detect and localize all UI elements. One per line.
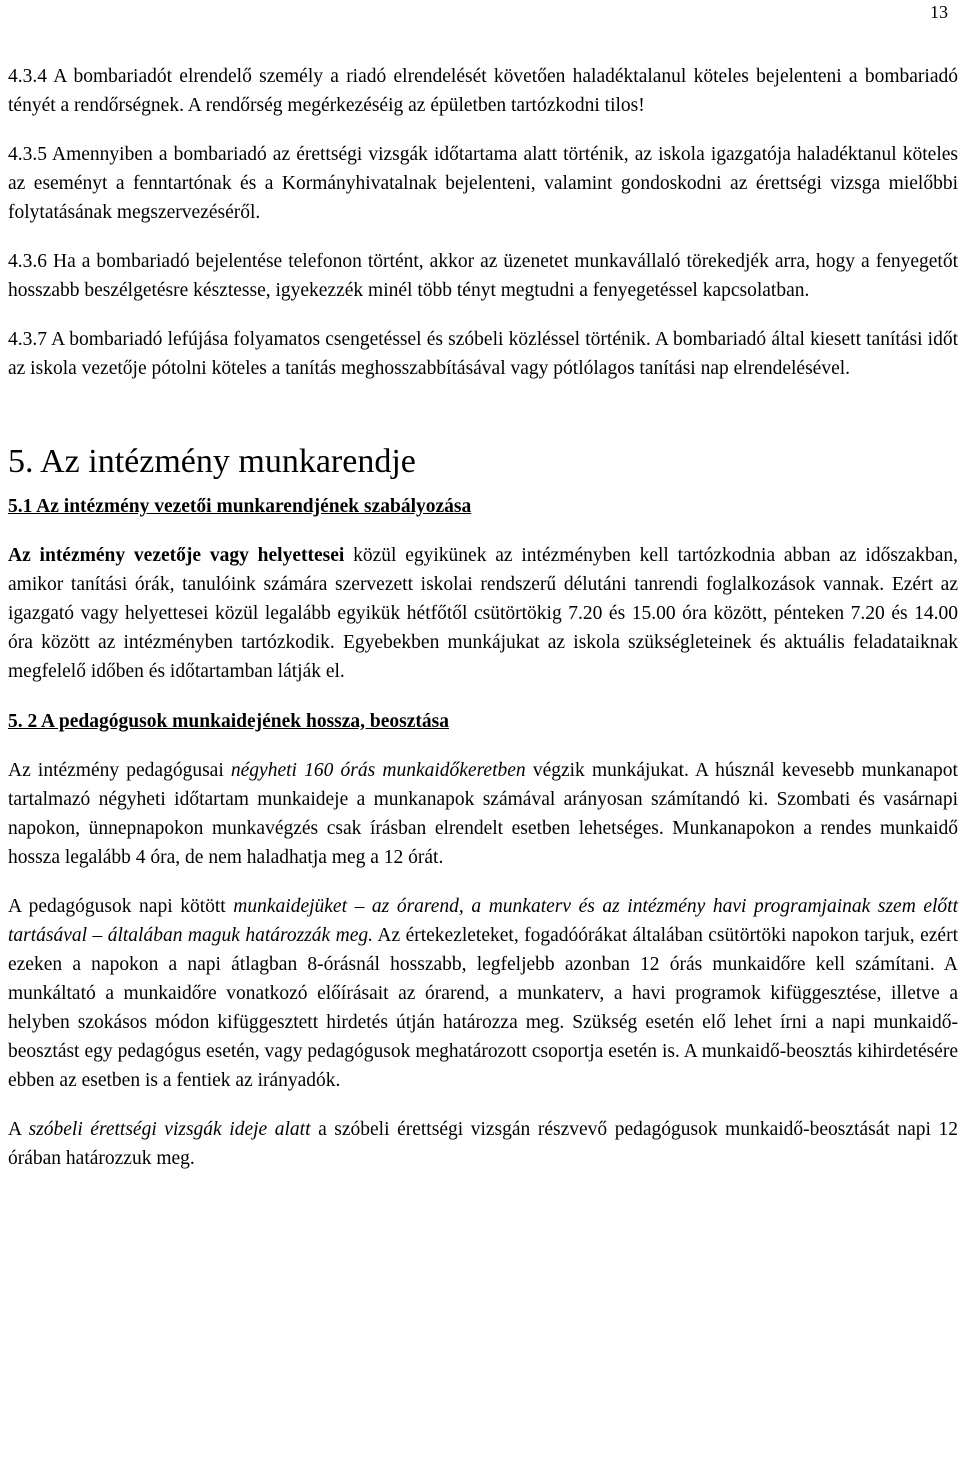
section-5-2-title: 5. 2 A pedagógusok munkaidejének hossza, beosztása [8,711,449,732]
page-number: 13 [930,2,948,22]
paragraph-5-2-a [8,756,958,872]
section-5-1-title: 5.1 Az intézmény vezetői munkarendjének szabályozása [8,496,472,517]
text-run: Az értekezleteket, fogadóórákat általában csütörtöki napokon tarjuk, ezért ezeken a napokon a napi átlagban 8-órásnál hosszabb, legfeljebb azonban 12 órás munkaidőre kell számítani. A munkáltató a munkaidőre vonatkozó előírásait az órarend, a munkaterv, a havi programok kifüggesztése, illetve a helyben szokásos módon kifüggesztett hirdetés útján határozza meg. Szükség esetén elő lehet írni a napi munkaidő-beosztást egy pedagógus esetén, vagy pedagógusok meghatározott csoportja esetén is. A munkaidő-beosztás kihirdetésére ebben az esetben is a fentiek az irányadók. [8,925,958,1091]
text-run: Az intézmény vezetője vagy helyettesei [8,545,345,566]
text-run: szóbeli érettségi vizsgák ideje alatt [28,1119,311,1140]
text-run: a szóbeli érettségi vizsgán részvevő pedagógusok munkaidő-beosztását napi 12 órában határozzuk meg. [8,1119,958,1169]
paragraph-5-2-b [8,892,958,1095]
text-run: 4.3.5 Amennyiben a bombariadó az érettségi vizsgák időtartama alatt történik, az iskola igazgatója haladéktanul köteles az eseményt a fenntartónak és a Kormányhivatalnak bejelenteni, valamint gondoskodni az érettségi vizsga mielőbbi folytatásának megszervezéséről. [8,144,958,223]
paragraph-4-3-7 [8,325,958,383]
text-run: munkaidejüket – az órarend, a munkaterv és az intézmény havi programjainak szem előtt tartásával – általában maguk határozzák meg. [8,896,959,946]
text-run: Az intézmény pedagógusai [8,760,231,781]
chapter-title: 5. Az intézmény munkarendje [8,443,416,480]
paragraph-4-3-6 [8,247,958,305]
paragraph-4-3-4 [8,62,958,120]
text-run: A pedagógusok napi kötött [8,896,234,917]
text-run: 4.3.6 Ha a bombariadó bejelentése telefonon történt, akkor az üzenetet munkavállaló törekedjék arra, hogy a fenyegetőt hosszabb beszélgetésre késztesse, igyekezzék minél több tényt megtudni a fenyegetéssel kapcsolatban. [8,251,958,301]
paragraph-5-2-c [8,1115,958,1173]
page-content [8,62,958,1173]
text-run: végzik munkájukat. A húsznál kevesebb munkanapot tartalmazó négyheti időtartam munkaideje a munkanapok számával arányosan számítandó ki. Szombati és vasárnapi napokon, ünnepnapokon munkavégzés csak írásban elrendelt esetben lehetséges. Munkanapokon a rendes munkaidő hossza legalább 4 óra, de nem haladhatja meg a 12 órát. [8,760,958,868]
text-run: A [8,1119,29,1140]
text-run: 4.3.7 A bombariadó lefújása folyamatos csengetéssel és szóbeli közléssel történik. A bombariadó által kiesett tanítási időt az iskola vezetője pótolni köteles a tanítás meghosszabbításával vagy pótlólagos tanítási nap elrendelésével. [8,329,958,379]
paragraph-5-1 [8,541,958,686]
paragraph-4-3-5 [8,140,958,227]
text-run: 4.3.4 A bombariadót elrendelő személy a riadó elrendelését követően haladéktalanul köteles bejelenteni a bombariadó tényét a rendőrségnek. A rendőrség megérkezéséig az épületben tartózkodni tilos! [8,66,958,116]
text-run: közül egyikünek az intézményben kell tartózkodnia abban az időszakban, amikor tanítási órák, tanulóink számára szervezett iskolai rendszerű délutáni tanrendi foglalkozások vannak. Ezért az igazgató vagy helyettesei közül legalább egyikük hétfőtől csütörtökig 7.20 és 15.00 óra között, pénteken 7.20 és 14.00 óra között az intézményben tartózkodik. Egyebekben munkájukat az iskola szükségleteinek és aktuális feladataiknak megfelelő időben és időtartamban látják el. [8,545,958,682]
text-run: négyheti 160 órás munkaidőkeretben [230,760,526,781]
